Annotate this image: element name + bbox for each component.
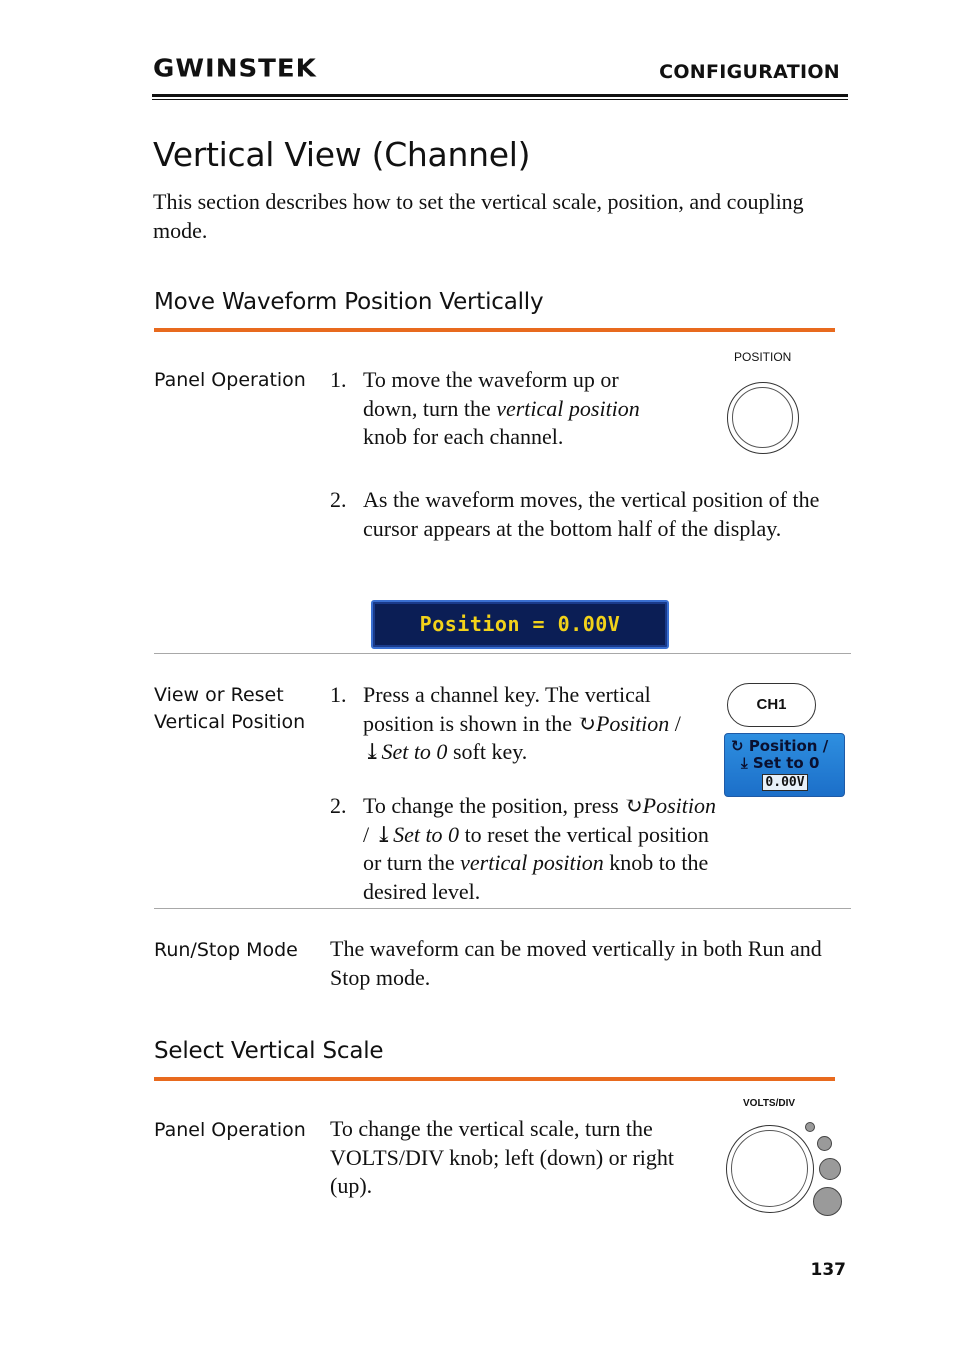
indicator-dot-small (805, 1122, 815, 1132)
volts-div-knob-inner (731, 1130, 808, 1207)
page-number: 137 (810, 1260, 846, 1280)
position-knob-label: POSITION (734, 350, 792, 364)
gwinstek-logo: GWINSTEK (153, 54, 317, 84)
run-stop-label: Run/Stop Mode (154, 939, 298, 961)
position-readout-display (371, 600, 669, 649)
softkey-line2: ⤓ Set to 0 (741, 754, 820, 772)
header-rule (152, 94, 848, 97)
view-step1-text: Press a channel key. The vertical position is shown in the ↻Position / ⤓Set to 0 soft key. (363, 682, 681, 764)
view-step2-text: To change the position, press ↻Position / ⤓Set to 0 to reset the vertical position or turn the vertical position knob to the desired level. (363, 793, 716, 904)
position-knob[interactable] (727, 382, 799, 454)
divider (154, 908, 851, 909)
ch1-key[interactable]: CH1 (727, 683, 816, 727)
rotate-icon: ↻ (731, 737, 744, 755)
indicator-dot-large (819, 1158, 841, 1180)
run-stop-text: The waveform can be moved vertically in both Run and Stop mode. (330, 936, 822, 990)
step-number: 2. (330, 793, 347, 818)
set-to-zero-icon: ⤓ (363, 739, 382, 764)
set-to-zero-icon: ⤓ (741, 754, 748, 772)
indicator-dot-xlarge (813, 1187, 842, 1216)
volts-div-knob[interactable] (726, 1125, 814, 1213)
step-number: 2. (330, 487, 347, 512)
softkey-value: 0.00V (762, 774, 808, 791)
section-heading-move: Move Waveform Position Vertically (154, 289, 544, 315)
panel-operation-label: Panel Operation (154, 369, 306, 391)
step1-text: To move the waveform up or down, turn the vertical position knob for each channel. (363, 367, 640, 449)
set-to-zero-icon: ⤓ (374, 821, 394, 847)
page-title: Vertical View (Channel) (153, 135, 531, 174)
view-reset-label: View or Reset Vertical Position (154, 684, 306, 733)
step-number: 1. (330, 367, 347, 392)
section-rule (154, 328, 835, 332)
position-knob-inner (732, 387, 793, 448)
indicator-dot-medium (817, 1136, 832, 1151)
softkey-line1: ↻ Position / (731, 737, 829, 755)
rotate-icon: ↻ (624, 793, 643, 818)
volts-div-label: VOLTS/DIV (743, 1098, 796, 1109)
divider (154, 653, 851, 654)
position-readout-text: Position = 0.00V (419, 612, 621, 636)
step-number: 1. (330, 682, 347, 707)
step2-text: As the waveform moves, the vertical position of the cursor appears at the bottom half of the display. (363, 487, 820, 541)
position-set-to-zero-softkey[interactable] (724, 733, 845, 797)
scale-text: To change the vertical scale, turn the VOLTS/DIV knob; left (down) or right (up). (330, 1116, 675, 1198)
section-heading-scale: Select Vertical Scale (154, 1038, 384, 1064)
intro-paragraph: This section describes how to set the vertical scale, position, and coupling mode. (153, 189, 804, 243)
chapter-name: CONFIGURATION (659, 61, 840, 83)
section-rule (154, 1077, 835, 1081)
panel-operation-label: Panel Operation (154, 1119, 306, 1141)
rotate-icon: ↻ (577, 710, 596, 736)
header-rule-thin (152, 99, 848, 100)
